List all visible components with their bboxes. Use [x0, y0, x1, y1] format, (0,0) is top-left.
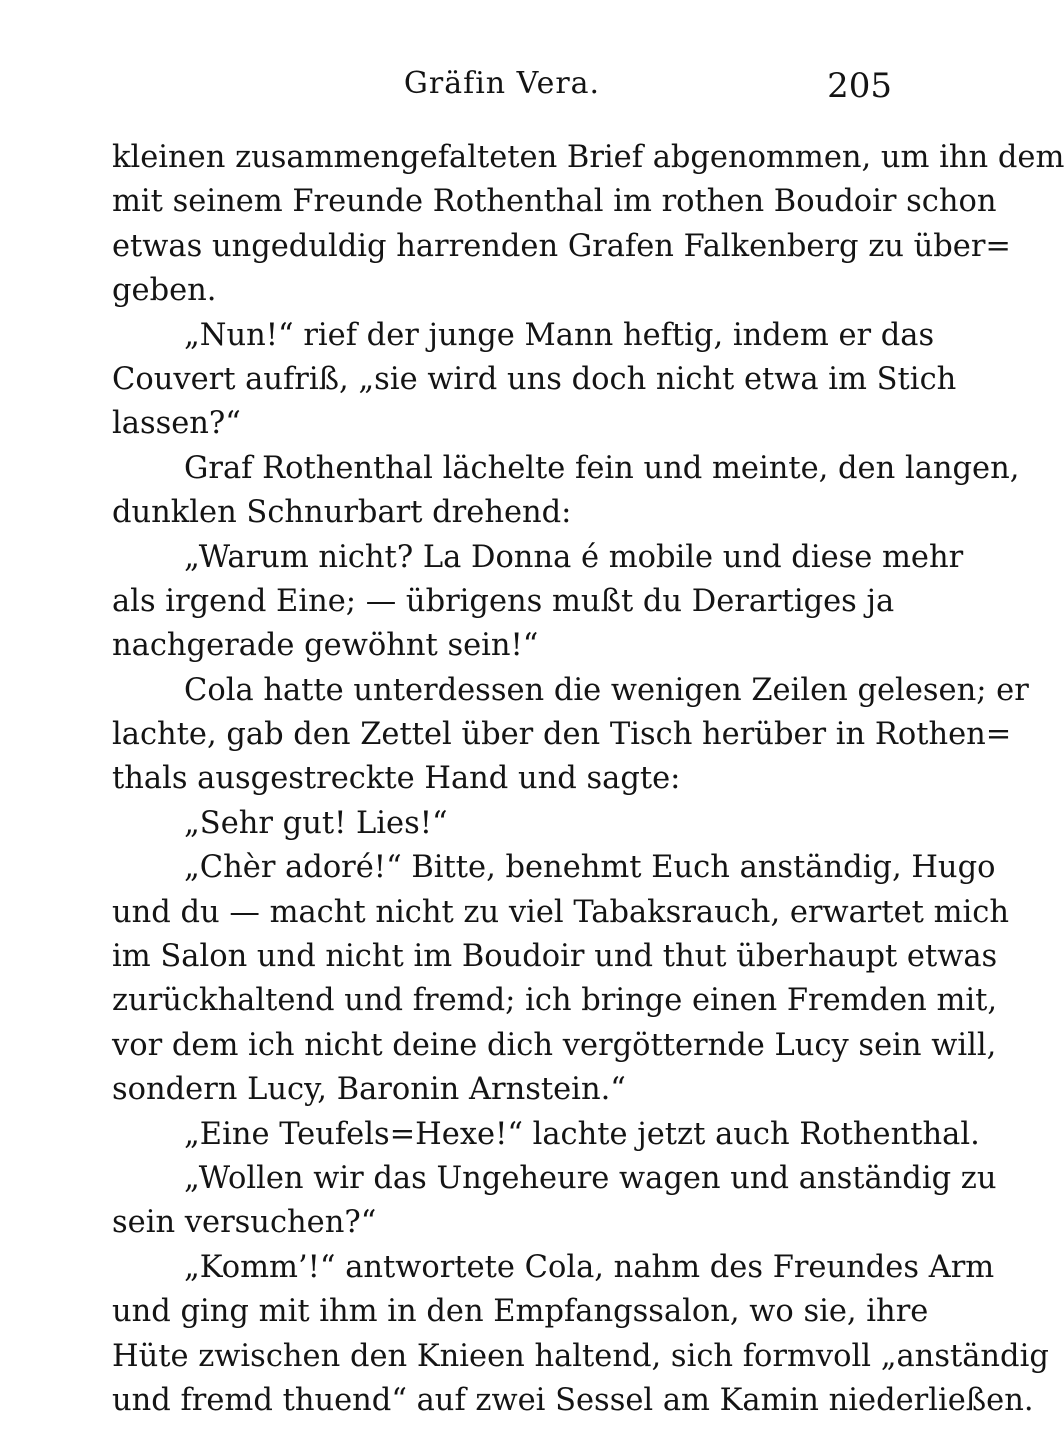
text-line: „Sehr gut! Lies!“: [184, 805, 448, 841]
text-line: Cola hatte unterdessen die wenigen Zeilen gelesen; er: [184, 672, 1029, 708]
text-line: nachgerade gewöhnt sein!“: [112, 628, 539, 664]
text-line: „Warum nicht? La Donna é mobile und diese mehr: [184, 539, 964, 575]
text-line: lassen?“: [112, 406, 241, 442]
text-line: im Salon und nicht im Boudoir und thut überhaupt etwas: [112, 939, 998, 975]
text-line: „Wollen wir das Ungeheure wagen und anständig zu: [184, 1160, 997, 1196]
text-line: mit seinem Freunde Rothenthal im rothen Boudoir schon: [112, 184, 997, 220]
text-line: „Komm’!“ antwortete Cola, nahm des Freundes Arm: [184, 1249, 995, 1285]
running-title: Gräfin Vera.: [403, 66, 601, 101]
text-line: etwas ungeduldig harrenden Grafen Falkenberg zu über=: [112, 228, 1011, 264]
text-line: „Chèr adoré!“ Bitte, benehmt Euch anständig, Hugo: [184, 850, 996, 886]
text-line: kleinen zusammengefalteten Brief abgenommen, um ihn dem: [112, 140, 1064, 175]
text-line: lachte, gab den Zettel über den Tisch herüber in Rothen=: [112, 717, 1012, 753]
text-line: zurückhaltend und fremd; ich bringe einen Fremden mit,: [112, 983, 998, 1019]
page-number: 205: [827, 66, 892, 106]
body-text: [112, 136, 1064, 1423]
text-line: sondern Lucy, Baronin Arnstein.“: [112, 1072, 626, 1108]
text-line: sein versuchen?“: [112, 1205, 377, 1241]
text-line: und fremd thuend“ auf zwei Sessel am Kamin niederließen.: [112, 1382, 1034, 1418]
text-line: thals ausgestreckte Hand und sagte:: [112, 761, 681, 797]
text-line: vor dem ich nicht deine dich vergötternde Lucy sein will,: [112, 1027, 997, 1063]
text-line: und du — macht nicht zu viel Tabaksrauch, erwartet mich: [112, 894, 1009, 930]
text-line: geben.: [112, 273, 217, 309]
text-line: „Nun!“ rief der junge Mann heftig, indem er das: [184, 317, 935, 353]
text-line: Graf Rothenthal lächelte fein und meinte, den langen,: [184, 450, 1020, 486]
text-line: Hüte zwischen den Knieen haltend, sich formvoll „anständig: [112, 1338, 1049, 1374]
text-line: Couvert aufriß, „sie wird uns doch nicht etwa im Stich: [112, 361, 957, 397]
text-line: „Eine Teufels=Hexe!“ lachte jetzt auch Rothenthal.: [184, 1116, 980, 1152]
text-line: als irgend Eine; — übrigens mußt du Derartiges ja: [112, 583, 895, 619]
text-line: und ging mit ihm in den Empfangssalon, wo sie, ihre: [112, 1294, 929, 1330]
text-line: dunklen Schnurbart drehend:: [112, 495, 572, 531]
page-header: [112, 66, 892, 116]
